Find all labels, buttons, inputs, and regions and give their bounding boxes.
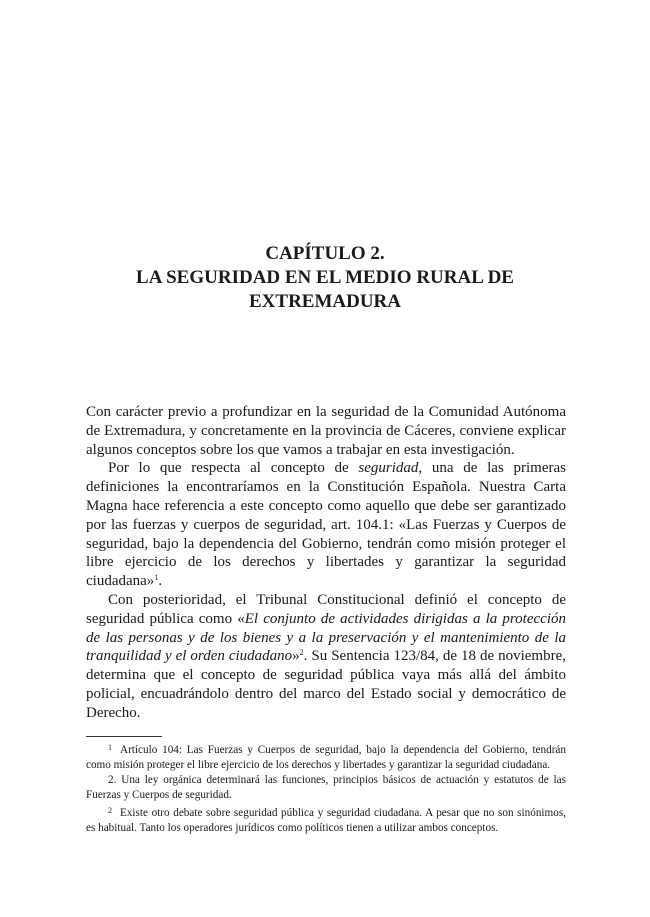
- footnote: $^1$ Artículo 104: Las Fuerzas y Cuerpos de seguridad, bajo la dependencia del Gobierno, tendrán como misión proteger el libre ejercicio de los derechos y libertades y garantizar la seguridad ciudadana.: [86, 743, 566, 771]
- chapter-title: [0, 242, 650, 314]
- footnote: 2. Una ley orgánica determinará las funciones, principios básicos de actuación y estatutos de las Fuerzas y Cuerpos de seguridad.: [86, 774, 566, 801]
- footnote-ref: 1: [154, 573, 159, 583]
- paragraph: Con carácter previo a profundizar en la seguridad de la Comunidad Autónoma de Extremadura, y concretamente en la provincia de Cáceres, conviene explicar algunos conceptos sobre los que vamos a trabajar en esta investigación.: [86, 404, 566, 458]
- emphasis: seguridad: [358, 460, 419, 477]
- footnotes: [86, 740, 566, 836]
- footnote-separator: [86, 736, 162, 737]
- footnote-mark: 1: [108, 743, 112, 752]
- body-text: [86, 403, 566, 723]
- emphasis: El conjunto de actividades dirigidas a la protección de las personas y de los bienes y a la preservación y el mantenimiento de la tranquilidad y el orden ciudadano: [86, 610, 566, 665]
- chapter-number: CAPÍTULO 2.: [265, 243, 385, 264]
- footnote-mark: 2: [108, 806, 112, 815]
- paragraph: Por lo que respecta al concepto de seguridad, una de las primeras definiciones la encontraríamos en la Constitución Española. Nuestra Carta Magna hace referencia a este concepto como aquello que debe ser garantizado por las fuerzas y cuerpos de seguridad, art. 104.1: «Las Fuerzas y Cuerpos de seguridad, bajo la dependencia del Gobierno, tendrán como misión proteger el libre ejercicio de los derechos y libertades y garantizar la seguridad ciudadana»$^1$.: [86, 460, 566, 590]
- paragraph: Con posterioridad, el Tribunal Constitucional definió el concepto de seguridad pública como «El conjunto de actividades dirigidas a la protección de las personas y de los bienes y a la preservación y el mantenimiento de la tranquilidad y el orden ciudadano»$^2$. Su Sentencia 123/84, de 18 de noviembre, determina que el concepto de seguridad pública vaya más allá del ámbito policial, encuadrándolo dentro del marco del Estado social y democrático de Derecho.: [86, 591, 566, 721]
- footnote: $^2$ Existe otro debate sobre seguridad pública y seguridad ciudadana. A pesar que no son sinónimos, es habitual. Tanto los operadores jurídicos como políticos tienen a utilizar ambos conceptos.: [86, 806, 566, 834]
- chapter-heading-line: LA SEGURIDAD EN EL MEDIO RURAL DE: [136, 267, 514, 288]
- footnote-ref: 2: [299, 648, 304, 658]
- chapter-heading-line: EXTREMADURA: [249, 291, 401, 312]
